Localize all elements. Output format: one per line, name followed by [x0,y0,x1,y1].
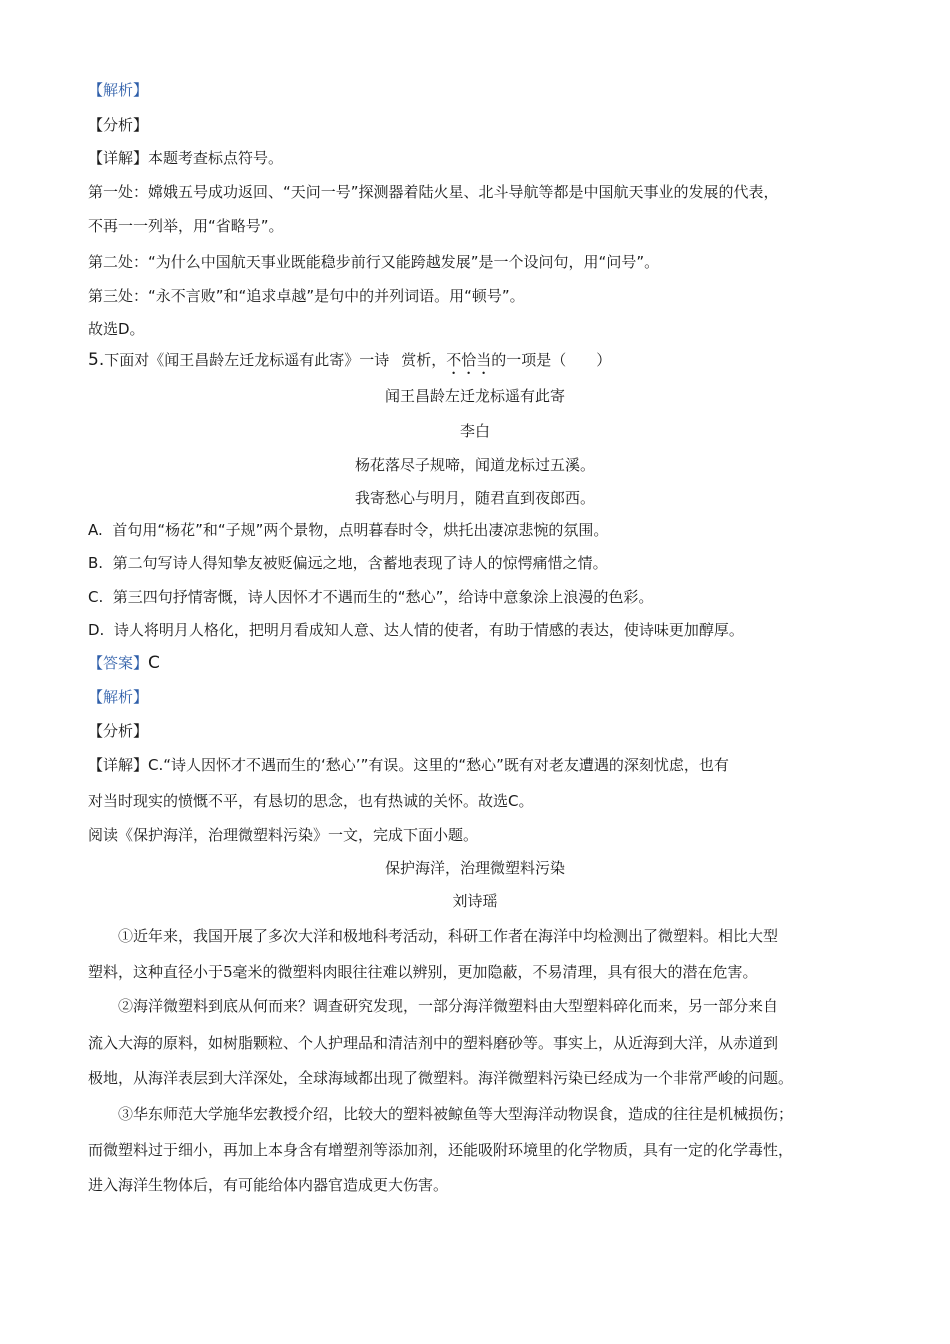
option-b [88,553,878,573]
explanation-line: 第三处：“永不言败”和“追求卓越”是句中的并列词语。用“顿号”。 [88,287,525,305]
option-text: 第二句写诗人得知挚友被贬偏远之地，含蓄地表现了诗人的惊愕痛惜之情。 [112,554,608,572]
xiangjie-label: 【详解】 [88,756,149,774]
question-number: 5. [88,350,105,370]
question-stem [88,350,878,378]
poem-title: 闻王昌龄左迁龙标遥有此寄 [384,387,565,405]
option-letter: C. [88,588,104,606]
poem-line: 我寄愁心与明月，随君直到夜郎西。 [354,489,595,507]
paragraph-line: 进入海洋生物体后，有可能给体内器官造成更大伤害。 [88,1176,449,1194]
conclusion-line: 故选D。 [88,320,145,338]
xiangjie-text: C.“诗人因怀才不遇而生的‘愁心’”有误。这里的“愁心”既有对老友遭遇的深刻忧虑，也有 [148,756,729,774]
option-text: 第三四句抒情寄慨，诗人因怀才不遇而生的“愁心”，给诗中意象涂上浪漫的色彩。 [112,588,654,606]
paragraph-line: 极地，从海洋表层到大洋深处，全球海域都出现了微塑料。海洋微塑料污染已经成为一个非常严峻的问题。 [88,1069,794,1087]
explanation-line: 第一处：嫦娥五号成功返回、“天问一号”探测器着陆火星、北斗导航等都是中国航天事业的发展的代表， [88,183,779,201]
article-author: 刘诗瑶 [452,892,498,910]
xiangjie-line [88,148,878,168]
option-d [88,620,878,640]
poem-author: 李白 [459,422,490,440]
xiangjie-label: 【详解】 [88,149,149,167]
paragraph-line: ①近年来，我国开展了多次大洋和极地科考活动，科研工作者在海洋中均检测出了微塑料。相比大型 [118,927,779,945]
option-text: 诗人将明月人格化，把明月看成知人意、达人情的使者，有助于情感的表达，使诗味更加醇厚。 [113,621,744,639]
answer-label: 【答案】 [88,654,149,672]
fenxi-label: 【分析】 [88,116,149,134]
explanation-line: 对当时现实的愤慨不平，有恳切的思念，也有热诚的关怀。故选C。 [88,792,534,810]
option-a [88,520,878,540]
jiexi-label: 【解析】 [88,81,149,99]
reading-intro: 阅读《保护海洋，治理微塑料污染》一文，完成下面小题。 [88,826,479,844]
stem-part: 下面对《闻王昌龄左迁龙标遥有此寄》一诗 [104,351,390,369]
xiangjie-line [88,755,878,775]
answer-value: C [148,653,160,673]
stem-part: 赏析， [401,351,447,369]
stem-part: 的一项是（ ） [491,351,612,369]
option-letter: A. [88,521,103,539]
poem-line: 杨花落尽子规啼，闻道龙标过五溪。 [354,456,595,474]
paragraph-line: ②海洋微塑料到底从何而来？调查研究发现，一部分海洋微塑料由大型塑料碎化而来，另一部分来自 [118,997,779,1015]
paragraph-line: 流入大海的原料，如树脂颗粒、个人护理品和清洁剂中的塑料磨砂等。事实上，从近海到大洋，从赤道到 [88,1034,779,1052]
paragraph-line: 塑料，这种直径小于5毫米的微塑料肉眼往往难以辨别，更加隐蔽，不易清理，具有很大的潜在危害。 [88,963,758,981]
jiexi-label: 【解析】 [88,688,149,706]
fenxi-label: 【分析】 [88,722,149,740]
stem-emphasis: 不恰当 [446,351,492,369]
explanation-line: 不再一一列举，用“省略号”。 [88,217,284,235]
answer-line [88,653,878,673]
option-text: 首句用“杨花”和“子规”两个景物，点明暮春时令，烘托出凄凉悲惋的氛围。 [112,521,609,539]
paragraph-line: 而微塑料过于细小，再加上本身含有增塑剂等添加剂，还能吸附环境里的化学物质，具有一定的化学毒性， [88,1141,794,1159]
xiangjie-text: 本题考查标点符号。 [148,149,284,167]
paragraph-line: ③华东师范大学施华宏教授介绍，比较大的塑料被鲸鱼等大型海洋动物误食，造成的往往是机械损伤； [118,1105,794,1123]
article-title: 保护海洋，治理微塑料污染 [384,859,565,877]
explanation-line: 第二处：“为什么中国航天事业既能稳步前行又能跨越发展”是一个设问句，用“问号”。 [88,253,660,271]
option-letter: D. [88,621,105,639]
option-letter: B. [88,554,104,572]
option-c [88,587,878,607]
